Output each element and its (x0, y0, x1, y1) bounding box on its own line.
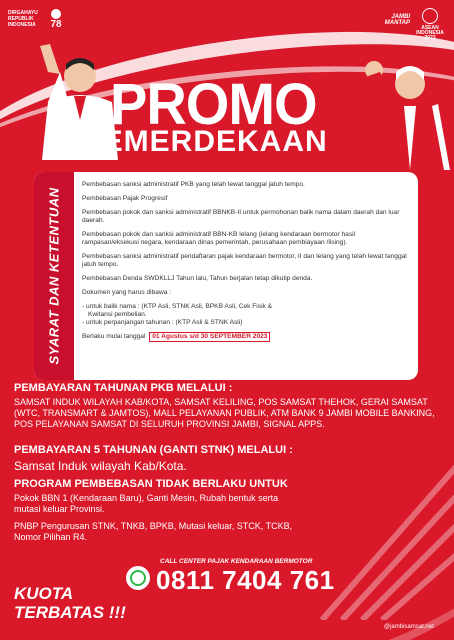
annual-payment-section (14, 382, 444, 430)
logo-text-line: MANTAP (384, 20, 410, 26)
validity-line (82, 332, 408, 342)
jambi-mantap-logo (380, 14, 410, 26)
document-item: - untuk perpanjangan tahunan : (KTP Asli & STNK Asli) (82, 319, 243, 326)
five-year-body: Samsat Induk wilayah Kab/Kota. (14, 459, 187, 473)
term-item: Pembebasan sanksi administratif PKB yang telah lewat tanggal jatuh tempo. (82, 181, 305, 188)
term-item: Pembebasan sanksi administratif pendaftaran pajak kendaraan bermotor, II dan lelang yang telah lewat tanggal jatuh tempo. (82, 253, 407, 268)
term-item: Pembebasan pokok dan sanksi administratif BBN-KB lelang (lelang kendaraan bermotor hasil rampasan/eksekusi negara, kendaraan dinas pemerintah, perusahaan pembiayaan /lising). (82, 231, 356, 246)
five-year-heading: PEMBAYARAN 5 TAHUNAN (GANTI STNK) MELALUI : (14, 444, 293, 456)
term-item: Pembebasan Denda SWDKLLJ Tahun lalu, Tahun berjalan tetap dikutip denda. (82, 275, 313, 282)
validity-label: Berlaku mulai tanggal (82, 333, 146, 340)
term-item: Pembebasan pokok dan sanksi administratif BBNKB-II untuk permohonan balik nama dalam daerah dan luar daerah. (82, 209, 400, 224)
svg-text:78: 78 (50, 19, 62, 30)
term-item: Pembebasan Pajak Progresif (82, 195, 168, 202)
kuota-line: TERBATAS !!! (14, 603, 126, 622)
asean-logo (414, 8, 446, 41)
garuda-seal-icon (48, 8, 64, 30)
document-item: - untuk balik nama : (KTP Asli, STNK Asli, BPKB Asli, Cek Fisik & (82, 303, 273, 310)
limited-quota-banner (14, 584, 126, 622)
logo-text-line: JAMBI (391, 14, 410, 20)
annual-payment-heading: PEMBAYARAN TAHUNAN PKB MELALUI : (14, 382, 233, 394)
logo-text-line: INDONESIA (416, 30, 444, 36)
official-photo (352, 50, 452, 170)
exclusion-section (14, 478, 304, 543)
website-link[interactable]: @jambisamsat.net (384, 624, 434, 630)
exclusion-item: PNBP Pengurusan STNK, TNKB, BPKB, Mutasi keluar, STCK, TCKB, Nomor Pilihan R4. (14, 521, 293, 542)
terms-vertical-label: SYARAT DAN KETENTUAN (46, 187, 62, 365)
asean-emblem-icon (422, 8, 438, 24)
exclusion-item: Pokok BBN 1 (Kendaraan Baru), Ganti Mesin, Rubah bentuk serta mutasi keluar Provinsi. (14, 493, 279, 514)
call-center-label: CALL CENTER PAJAK KENDARAAN BERMOTOR (160, 558, 313, 565)
page-title: PROMO (110, 70, 317, 137)
logo-text-line: ASEAN (421, 25, 439, 31)
whatsapp-icon (126, 566, 150, 590)
exclusion-heading: PROGRAM PEMBEBASAN TIDAK BERLAKU UNTUK (14, 478, 288, 490)
logo-text-line: INDONESIA (8, 22, 36, 28)
logo-text-line: DIRGAHAYU (8, 10, 38, 16)
logo-text-line: 2023 (424, 35, 436, 41)
dirgahayu-logo (8, 10, 62, 30)
page-subtitle: KEMERDEKAAN (80, 125, 328, 158)
call-center-phone[interactable]: 0811 7404 761 (156, 565, 335, 595)
kuota-line: KUOTA (14, 584, 74, 603)
terms-list (82, 181, 408, 342)
document-item: Kwitansi pembelian. (88, 311, 147, 318)
sponsor-logos (380, 8, 446, 52)
documents-intro: Dokumen yang harus dibawa : (82, 289, 172, 296)
five-year-section (14, 444, 444, 473)
validity-dates: 01 Agustus s/d 30 SEPTEMBER 2023 (149, 332, 270, 342)
logo-text-line: REPUBLIK (8, 16, 34, 22)
annual-payment-body: SAMSAT INDUK WILAYAH KAB/KOTA, SAMSAT KELILING, POS SAMSAT THEHOK, GERAI SAMSAT (WTC, TRANSMART & JAMTOS), MALL PELAYANAN PUBLIK, ATM BANK 9 JAMBI MOBILE BANKING, POS PELAYANAN SAMSAT DI SELURUH PROVINSI JAMBI, SIGNAL APPS. (14, 397, 435, 429)
